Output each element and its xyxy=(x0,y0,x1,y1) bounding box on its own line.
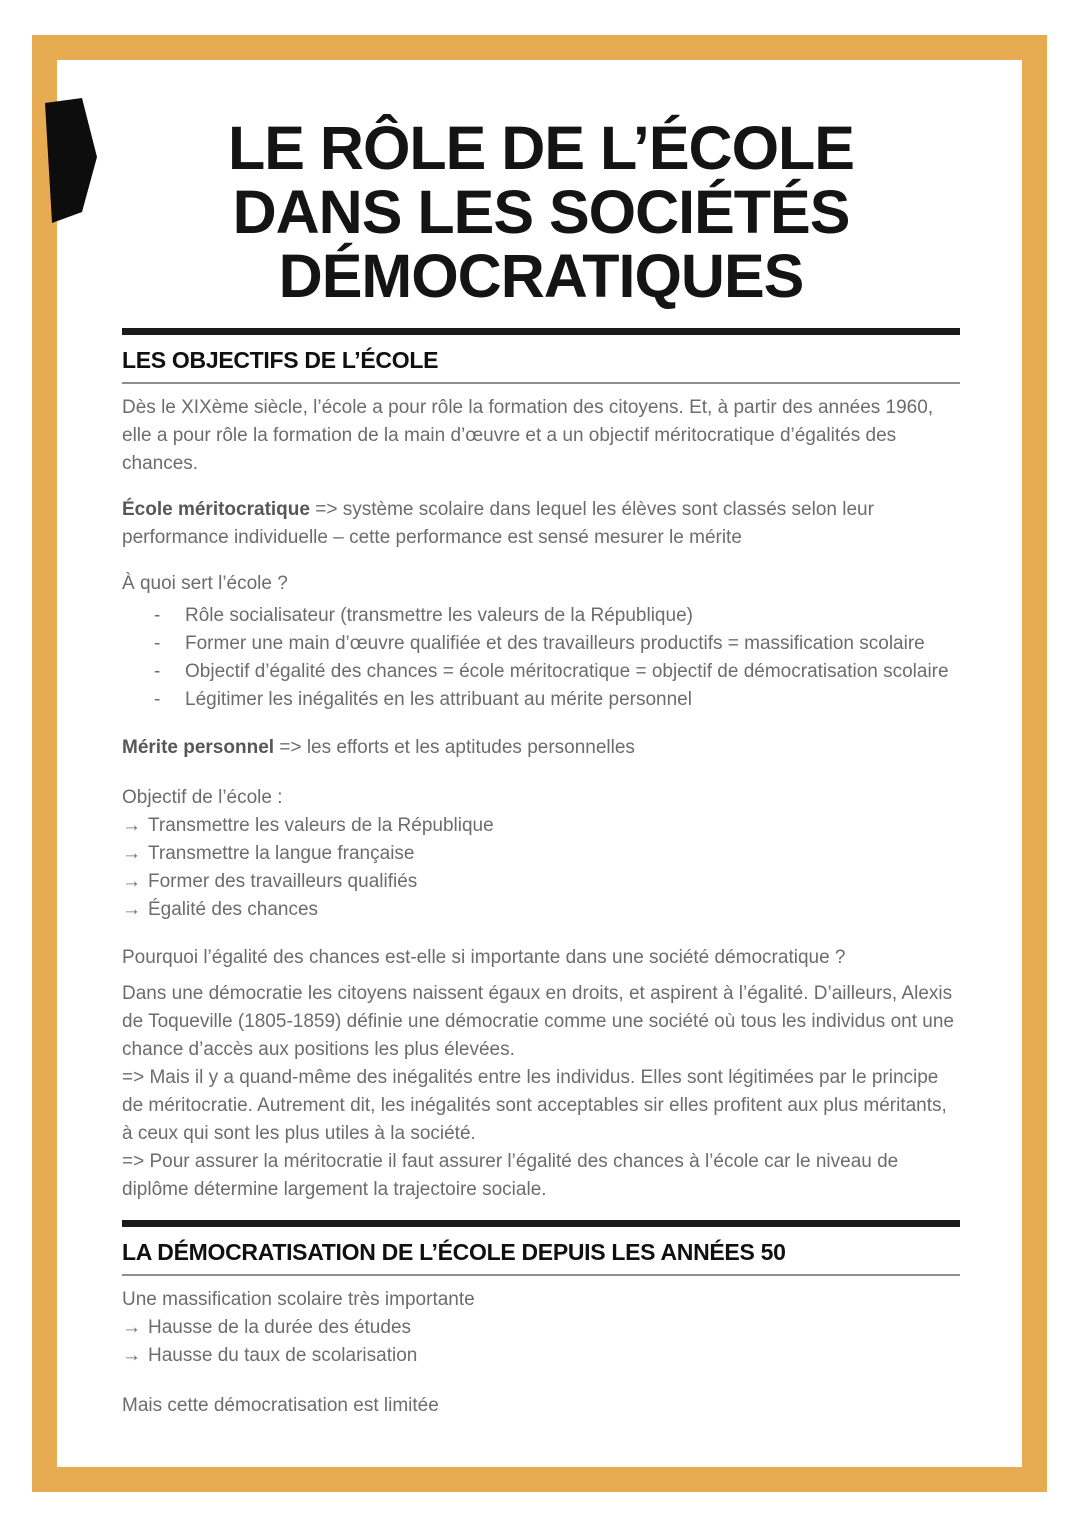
heading-rule-thick xyxy=(122,1220,960,1227)
page-title-line3: DÉMOCRATIQUES xyxy=(278,242,804,310)
list-item xyxy=(122,840,960,868)
definition-ecole-meritocratique xyxy=(122,496,960,552)
list-item-text: Rôle socialisateur (transmettre les valeurs de la République) xyxy=(185,605,693,626)
arrow-bullet: → xyxy=(122,815,141,836)
list-item xyxy=(122,868,960,896)
page-title xyxy=(122,116,960,308)
paragraph-inegalites: => Mais il y a quand-même des inégalités entre les individus. Elles sont légitimées par le principe de méritocratie. Autrement dit, les inégalités sont acceptables sir elles profitent aux plus méritants, à ceux qui sont les plus utiles à la société. xyxy=(122,1067,947,1144)
paragraph-meritocratie: => Pour assurer la méritocratie il faut assurer l’égalité des chances à l’école car le niveau de diplôme détermine largement la trajectoire sociale. xyxy=(122,1151,899,1200)
question-a-quoi-sert-ecole: À quoi sert l’école ? xyxy=(122,573,288,594)
dash-bullet: - xyxy=(154,689,161,710)
list-item-text: Former une main d’œuvre qualifiée et des travailleurs productifs = massification scolaire xyxy=(185,633,925,654)
arrow-bullet: → xyxy=(122,843,141,864)
section2-heading-block xyxy=(122,1220,960,1276)
list-item-text: Transmettre les valeurs de la République xyxy=(148,815,494,836)
list-item xyxy=(122,812,960,840)
arrow-bullet: → xyxy=(122,871,141,892)
dash-bullet: - xyxy=(154,661,161,682)
list-item xyxy=(122,1342,960,1370)
definition-term: Mérite personnel xyxy=(122,737,275,758)
definition-text: les efforts et les aptitudes personnelles xyxy=(306,737,635,758)
heading-rule-thin xyxy=(122,382,960,384)
paragraph-democratie: Dans une démocratie les citoyens naissent égaux en droits, et aspirent à l’égalité. D’ailleurs, Alexis de Toqueville (1805-1859) définie une démocratie comme une société où tous les individus ont une chance d’accès aux positions les plus élevées. xyxy=(122,983,954,1060)
heading-rule-thick xyxy=(122,328,960,335)
question-egalite-chances: Pourquoi l’égalité des chances est-elle si importante dans une société démocratique ? xyxy=(122,947,846,968)
document-content xyxy=(122,0,960,1420)
list-item xyxy=(122,1314,960,1342)
section1-paragraph1: Dès le XIXème siècle, l’école a pour rôle la formation des citoyens. Et, à partir des années 1960, elle a pour rôle la formation de la main d’œuvre et a un objectif méritocratique d’égalités des chances. xyxy=(122,397,934,474)
definition-merite-personnel xyxy=(122,734,960,762)
list-item-text: Légitimer les inégalités en les attribuant au mérite personnel xyxy=(185,689,692,710)
democratisation-limitee: Mais cette démocratisation est limitée xyxy=(122,1395,439,1416)
definition-term: École méritocratique xyxy=(122,499,310,520)
list-item-text: Former des travailleurs qualifiés xyxy=(148,871,418,892)
list-item-text: Objectif d’égalité des chances = école méritocratique = objectif de démocratisation scolaire xyxy=(185,661,949,682)
list-item-text: Hausse du taux de scolarisation xyxy=(148,1345,418,1366)
arrow-bullet: → xyxy=(122,1345,141,1366)
objectifs-intro: Objectif de l’école : xyxy=(122,787,283,808)
definition-separator: => xyxy=(315,499,343,520)
definition-separator: => xyxy=(279,737,307,758)
list-item xyxy=(122,896,960,924)
list-item xyxy=(122,602,960,630)
arrow-bullet: → xyxy=(122,899,141,920)
list-item xyxy=(122,686,960,714)
dash-bullet: - xyxy=(154,605,161,626)
definition-text: système scolaire dans lequel les élèves sont classés selon leur performance individuelle – cette performance est sensé mesurer le mérite xyxy=(122,499,874,548)
arrow-bullet: → xyxy=(122,1317,141,1338)
heading-rule-thin xyxy=(122,1274,960,1276)
list-item xyxy=(122,658,960,686)
section1-heading-block xyxy=(122,328,960,384)
list-item-text: Transmettre la langue française xyxy=(148,843,415,864)
page-title-line1: LE RÔLE DE L’ÉCOLE xyxy=(228,114,854,182)
democratie-paragraph-block xyxy=(122,980,960,1204)
page-title-line2: DANS LES SOCIÉTÉS xyxy=(232,178,850,246)
massification-intro: Une massification scolaire très importante xyxy=(122,1289,475,1310)
dash-bullet: - xyxy=(154,633,161,654)
dash-list xyxy=(122,602,960,714)
arrow-list xyxy=(122,812,960,924)
section2-heading: LA DÉMOCRATISATION DE L’ÉCOLE DEPUIS LES ANNÉES 50 xyxy=(122,1239,786,1265)
arrow-list xyxy=(122,1314,960,1370)
list-item-text: Hausse de la durée des études xyxy=(148,1317,412,1338)
bookmark-icon xyxy=(44,95,98,227)
list-item xyxy=(122,630,960,658)
list-item-text: Égalité des chances xyxy=(148,899,319,920)
section1-heading: LES OBJECTIFS DE L’ÉCOLE xyxy=(122,347,439,373)
